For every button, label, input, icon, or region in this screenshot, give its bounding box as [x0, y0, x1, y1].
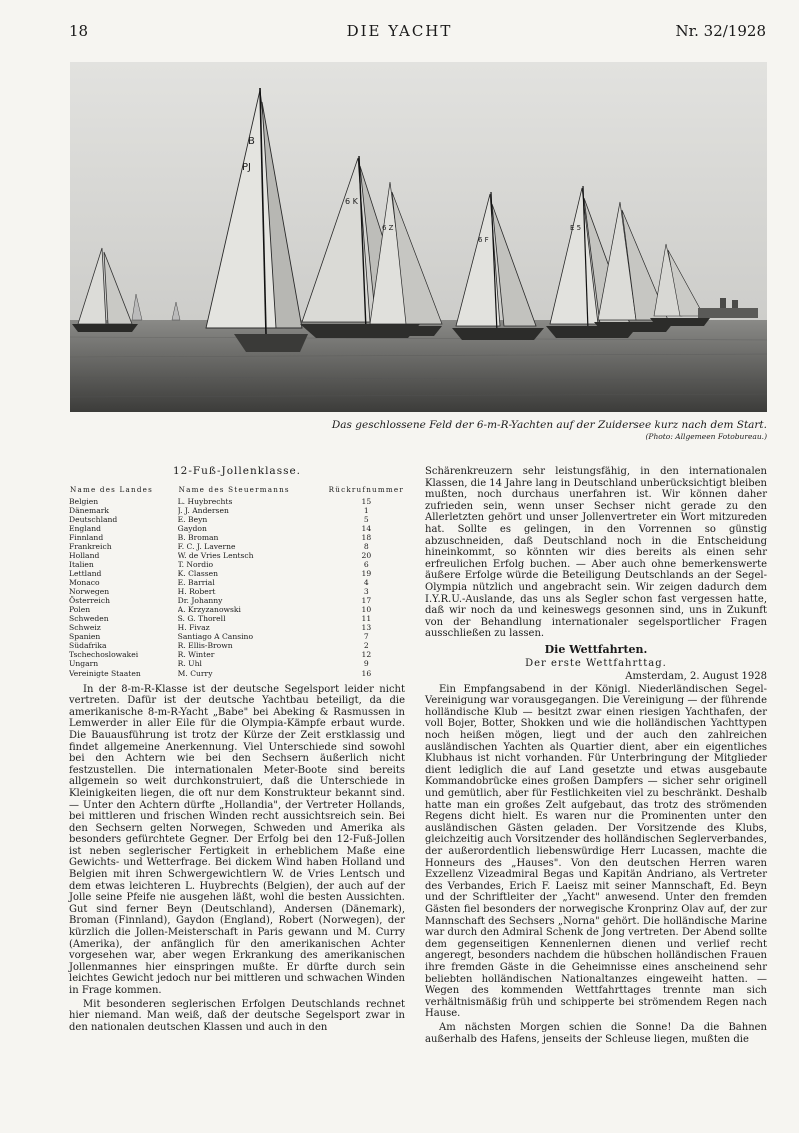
recall-number-cell: 7: [363, 632, 369, 642]
table-row: [69, 632, 405, 641]
regatta-photo: [70, 62, 767, 412]
recall-number-cell: 15: [361, 496, 372, 506]
recall-number-cell: 4: [363, 578, 369, 588]
country-cell: Belgien: [69, 496, 99, 506]
country-cell: Schweden: [69, 614, 109, 624]
country-cell: Spanien: [69, 632, 101, 642]
recall-number-cell: 11: [361, 614, 372, 624]
col-header-country: Name des Landes: [70, 484, 153, 494]
recall-number-cell: 8: [363, 541, 369, 551]
table-row: [69, 560, 405, 569]
right-paragraph-2: Ein Empfangsabend in der Königl. Niederländischen Segel-Vereinigung war vorausgegangen. Die Vereinigung — der führende holländische Klub — besitzt zwar einen riesigen Yachthafen, der voll Bojer, Botter, Shokken und wie die holländischen Yachttypen noch heißen mögen, liegt und der auch den zahlreichen ausländischen Yachten als Quartier dient, aber ein eigentliches Klubhaus ist nicht vorhanden. Für Unterbringung der Mitglieder dient lediglich die auf Land gesetzte und etwas ausgebaute Kommandobrücke eines großen Dampfers — sicher sehr originell und gemütlich, aber für Festlichkeiten viel zu beschränkt. Deshalb hatte man ein großes Zelt aufgebaut, das trotz des strömenden Regens dicht hielt. Es waren nur die Prominenten unter den ausländischen Gästen geladen. Der Vorsitzende des Klubs, gleichzeitig auch Vorsitzender des holländischen Seglerverbandes, der außerordentlich liebenswürdige Herr Lucassen, machte die Honneurs des „Hauses". Von den deutschen Herren waren Exzellenz Vizeadmiral Begas und Kapitän Andriano, als Vertreter des Verbandes, Erich F. Laeisz mit seiner Mannschaft, Ed. Beyn und der Schriftleiter der „Yacht" anwesend. Unter den fremden Gästen fiel besonders der norwegische Kronprinz Olav auf, der zur Mannschaft des Sechsers „Norna" gehört. Die holländische Marine war durch den Admiral Schenk de Jong vertreten. Der Abend sollte dem gegenseitigen Kennenlernen dienen und verlief recht angeregt, besonders nachdem die hübschen holländischen Frauen ihre fremden Gäste in die Geheimnisse eines anscheinend sehr beliebten holländischen Nationaltanzes eingeweiht hatten. — Wegen des kommenden Wettfahrttages trennte man sich verhältnismäßig früh und schipperte bei strömendem Regen nach Hause.: [425, 683, 767, 1020]
country-cell: Österreich: [69, 596, 110, 606]
helmsman-cell: F. C. J. Laverne: [177, 541, 236, 551]
helmsman-cell: T. Nordio: [177, 559, 214, 569]
table-row: [69, 650, 405, 659]
table-row: [69, 551, 405, 560]
svg-text:B: B: [248, 136, 255, 147]
recall-number-cell: 17: [361, 596, 372, 606]
country-cell: Ungarn: [69, 659, 99, 669]
country-cell: Norwegen: [69, 587, 110, 597]
recall-number-cell: 18: [361, 532, 372, 542]
recall-number-cell: 16: [361, 668, 372, 678]
table-row: [69, 569, 405, 578]
table-row: [69, 524, 405, 533]
recall-number-cell: 13: [361, 623, 372, 633]
helmsman-cell: M. Curry: [177, 668, 213, 678]
helmsman-cell: R. Ellis-Brown: [177, 641, 233, 651]
recall-number-cell: 9: [363, 659, 369, 669]
left-column: [69, 466, 405, 1035]
country-cell: Deutschland: [69, 514, 118, 524]
country-cell: Dänemark: [69, 505, 109, 515]
table-row: [69, 623, 405, 632]
table-header-row: [69, 484, 405, 497]
right-column: [425, 466, 767, 1047]
recall-number-cell: 1: [363, 505, 369, 515]
table-body: [69, 497, 405, 678]
issue-number: Nr. 32/1928: [675, 22, 766, 40]
subsection-title: Der erste Wettfahrttag.: [525, 657, 667, 669]
recall-number-cell: 3: [363, 587, 369, 597]
table-row: [69, 542, 405, 551]
country-cell: Polen: [69, 605, 91, 615]
table-row: [69, 515, 405, 524]
helmsman-cell: H. Robert: [177, 587, 216, 597]
page-number: 18: [69, 22, 89, 40]
photo-credit: (Photo: Allgemeen Fotobureau.): [645, 432, 767, 441]
helmsman-cell: R. Winter: [177, 650, 215, 660]
country-cell: Lettland: [69, 569, 102, 579]
country-cell: Tschechoslowakei: [69, 650, 139, 660]
country-cell: Monaco: [69, 578, 100, 588]
right-paragraph-1: Schärenkreuzern sehr leistungsfähig, in den internationalen Klassen, die 14 Jahre lang in Deutschland unberücksichtigt bleiben mußten, noch durchaus unerfahren ist. Wir können daher zufrieden sein, wenn unser Sechser nicht gerade zu den Allerletzten gehört und unser Jollenvertreter ein Wort mitzureden hat. Sollte es gelingen, in den Vorrennen so günstig abzuschneiden, daß Deutschland noch in die Entscheidung hineinkommt, so könnten wir dies bereits als einen sehr erfreulichen Erfolg buchen. — Aber auch ohne bemerkenswerte äußere Erfolge würde die Beteiligung Deutschlands an der Segel-Olympia nützlich und angebracht sein. Wir zeigen dadurch dem I.Y.R.U.-Auslande, das uns als Segler schon fast vergessen hatte, daß wir noch da und keineswegs gesonnen sind, uns in Zukunft von der Behandlung internationaler segelsportlicher Fragen ausschließen zu lassen.: [425, 466, 767, 640]
helmsman-cell: Santiago A Cansino: [177, 632, 254, 642]
country-cell: Holland: [69, 550, 100, 560]
left-paragraph-1: In der 8-m-R-Klasse ist der deutsche Segelsport leider nicht vertreten. Dafür ist der deutsche Yachtbau beteiligt, da die amerikanische 8-m-R-Yacht „Babe" bei Abeking & Rasmussen in Lemwerder in aller Eile für die Olympia-Kämpfe erbaut wurde. Die Bauausführung ist trotz der Kürze der Zeit erstklassig und findet allgemeine Anerkennung. Viel Unterschiede sind sowohl bei den Achtern wie bei den Sechsern äußerlich nicht festzustellen. Die internationalen Meter-Boote sind bereits allgemein so weit durchkonstruiert, daß die Unterschiede in Kleinigkeiten liegen, die oft nur dem Konstrukteur bekannt sind. — Unter den Achtern dürfte „Hollandia", der Vertreter Hollands, bei mittleren und frischen Winden recht aussichtsreich sein. Bei den Sechsern gelten Norwegen, Schweden und Amerika als besonders gefürchtete Gegner. Der Erfolg bei den 12-Fuß-Jollen ist neben seglerischer Fertigkeit in erheblichem Maße eine Gewichts- und Wetterfrage. Bei dickem Wind haben Holland und Belgien mit ihren Schwergewichtlern W. de Vries Lentsch und dem etwas leichteren L. Huybrechts (Belgien), der auch auf der Jolle seine Pfeife nie ausgehen läßt, wohl die besten Aussichten. Gut sind ferner Beyn (Deutschland), Andersen (Dänemark), Broman (Finnland), Gaydon (England), Robert (Norwegen), der kürzlich die Jollen-Meisterschaft in Paris gewann und M. Curry (Amerika), der anfänglich für den amerikanischen Achter vorgesehen war, aber wegen Erkrankung des amerikanischen Jollenmannes hier einspringen mußte. Er dürfte durch sein leichtes Gewicht jedoch nur bei mittleren und schwachen Winden in Frage kommen.: [69, 683, 405, 997]
table-row: [69, 614, 405, 623]
table-row: [69, 669, 405, 678]
page-header: [0, 22, 799, 46]
table-row: [69, 596, 405, 605]
helmsman-cell: R. Uhl: [177, 659, 202, 669]
table-row: [69, 587, 405, 596]
caption-text: Das geschlossene Feld der 6-m-R-Yachten auf der Zuidersee kurz nach dem Start.: [331, 419, 767, 431]
helmsman-cell: A. Krzyzanowski: [177, 605, 241, 615]
dateline: Amsterdam, 2. August 1928: [625, 671, 767, 683]
table-row: [69, 659, 405, 668]
helmsman-cell: W. de Vries Lentsch: [177, 550, 254, 560]
recall-number-cell: 5: [363, 514, 369, 524]
recall-number-cell: 12: [361, 650, 372, 660]
table-title: 12-Fuß-Jollenklasse.: [172, 465, 302, 477]
recall-number-cell: 2: [363, 641, 369, 651]
svg-text:E 5: E 5: [570, 224, 582, 232]
svg-text:6 F: 6 F: [478, 236, 489, 244]
country-cell: Südafrika: [69, 641, 107, 651]
recall-number-cell: 6: [363, 559, 369, 569]
helmsman-cell: J. J. Andersen: [177, 505, 229, 515]
table-row: [69, 641, 405, 650]
helmsman-cell: L. Huybrechts: [177, 496, 233, 506]
recall-number-cell: 14: [361, 523, 372, 533]
recall-number-cell: 20: [361, 550, 372, 560]
section-title: Die Wettfahrten.: [544, 642, 648, 656]
helmsman-cell: E. Barrial: [177, 578, 215, 588]
helmsman-cell: Dr. Johanny: [177, 596, 223, 606]
country-cell: Schweiz: [69, 623, 101, 633]
recall-number-cell: 19: [361, 569, 372, 579]
svg-text:6 K: 6 K: [345, 197, 358, 206]
country-cell: Finnland: [69, 532, 104, 542]
recall-number-cell: 10: [361, 605, 372, 615]
participants-table: [69, 484, 405, 678]
country-cell: Italien: [69, 559, 94, 569]
helmsman-cell: Gaydon: [177, 523, 207, 533]
left-paragraph-2: Mit besonderen seglerischen Erfolgen Deutschlands rechnet hier niemand. Man weiß, daß der deutsche Segelsport zwar in den nationalen deutschen Klassen und auch in den: [69, 998, 405, 1033]
table-row: [69, 497, 405, 506]
helmsman-cell: S. G. Thorell: [177, 614, 226, 624]
col-header-helmsman: Name des Steuermanns: [178, 484, 290, 494]
table-row: [69, 605, 405, 614]
country-cell: Frankreich: [69, 541, 112, 551]
sailboats-illustration: [70, 62, 767, 412]
svg-text:PJ: PJ: [242, 162, 251, 173]
magazine-title: DIE YACHT: [346, 22, 453, 40]
helmsman-cell: B. Broman: [177, 532, 219, 542]
country-cell: Vereinigte Staaten: [69, 668, 141, 678]
helmsman-cell: H. Fivaz: [177, 623, 210, 633]
helmsman-cell: K. Classen: [177, 569, 219, 579]
col-header-recall: Rückrufnummer: [328, 484, 404, 494]
right-paragraph-3: Am nächsten Morgen schien die Sonne! Da die Bahnen außerhalb des Hafens, jenseits der Schleuse liegen, mußten die: [425, 1021, 767, 1045]
svg-text:6 Z: 6 Z: [382, 224, 394, 232]
table-row: [69, 506, 405, 515]
photo-caption: [70, 420, 767, 442]
table-row: [69, 533, 405, 542]
table-row: [69, 578, 405, 587]
helmsman-cell: E. Beyn: [177, 514, 208, 524]
country-cell: England: [69, 523, 102, 533]
